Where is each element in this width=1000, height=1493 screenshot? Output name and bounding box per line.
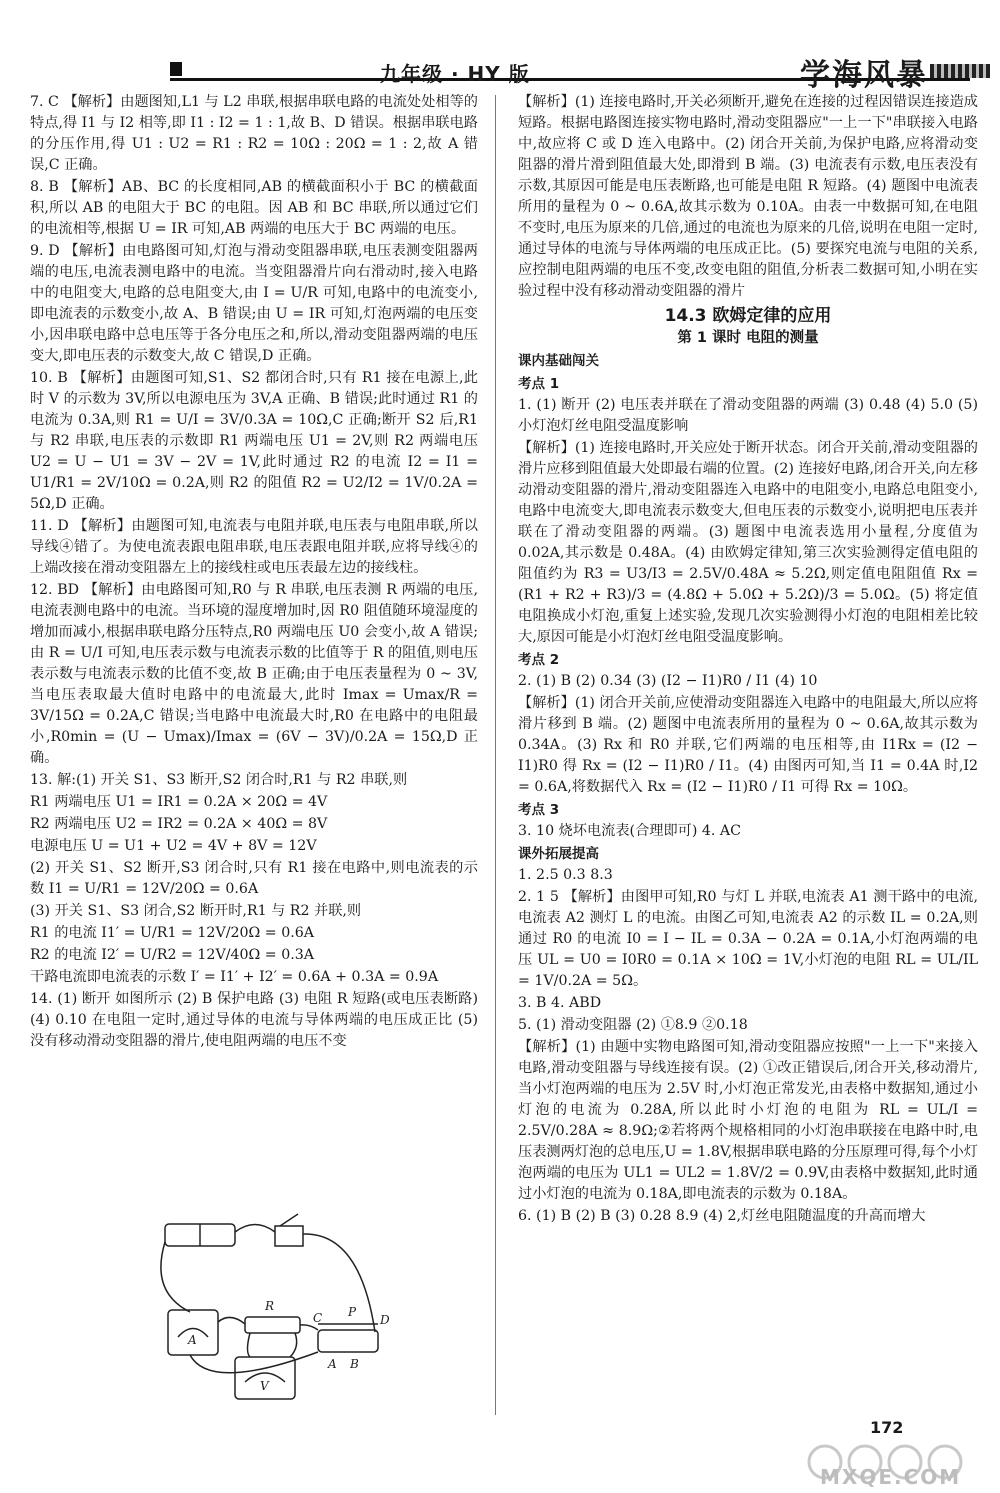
label-R: R	[265, 1299, 275, 1313]
subsection-basic: 课内基础闯关	[518, 353, 599, 369]
k1-analysis1: 【解析】(1) 连接电路时,开关应处于断开状态。闭合开关前,滑动变阻器的滑片应移到阻值最大处即最右端的位置。(2) 连接好电路,闭合开关,向左移动滑动变阻器的滑片,滑动变阻器连入电路中的电阻变小,电路总电阻变小,电路中电流变大,即电流表示数变大,但电压表的示数变小,说明把电压表并联在了滑动变阻器的两端。(3) 题图中电流表选用小量程,分度值为 0.02A,其示数是 0.48A。(4) 由欧姆定律知,第三次实验测得定值电阻的阻值约为 R3 = U3/I3 = 2.5V/0.48A ≈ 5.2Ω,则定值电阻阻值 Rx = (R1 + R2 + R3)/3 = (4.8Ω + 5.0Ω + 5.2Ω)/3 = 5.0Ω。(5) 将定值电阻换成小灯泡,重复上述实验,发现几次实验测得小灯泡的电阻相差比较大,原因可能是小灯泡灯丝电阻受温度影响。	[518, 440, 978, 645]
header-title: 九年级 · HY 版	[380, 62, 530, 86]
answer-q8: 8. B 【解析】AB、BC 的长度相同,AB 的横截面积小于 BC 的横截面积,所以 AB 的电阻大于 BC 的电阻。因 AB 和 BC 串联,所以通过它们的电流相等,根据 U = IR 可知,AB 两端的电压大于 BC 两端的电压。	[30, 179, 478, 237]
answer-q13-line6: (3) 开关 S1、S3 闭合,S2 断开时,R1 与 R2 并联,则	[30, 903, 362, 919]
lesson-title: 第 1 课时 电阻的测量	[677, 330, 819, 346]
answer-q13-line3: R2 两端电压 U2 = IR2 = 0.2A × 40Ω = 8V	[30, 816, 328, 832]
column-divider	[495, 95, 496, 1415]
kaodian-3: 考点 3	[518, 802, 560, 818]
answer-q13-line9: 干路电流即电流表的示数 I′ = I1′ + I2′ = 0.6A + 0.3A = 0.9A	[30, 969, 439, 985]
ext-analysis5: 【解析】(1) 由题中实物电路图可知,滑动变阻器应按照"一上一下"来接入电路,滑动变阻器与导线连接有误。(2) ①改正错误后,闭合开关,移动滑片,当小灯泡两端的电压为 2.5V 时,小灯泡正常发光,由表格中数据知,通过小灯泡的电流为 0.28A,所以此时小灯泡的电阻为 RL = UL/I = 2.5V/0.28A ≈ 8.9Ω;②若将两个规格相同的小灯泡串联接在电路中时,电压表测两灯泡的总电压,U = 1.8V,根据串联电路的分压原理可得,每个小灯泡两端的电压为 UL1 = UL2 = 1.8V/2 = 0.9V,由表格中数据知,此时通过小灯泡的电流为 0.18A,即电流表的示数为 0.18A。	[518, 1039, 978, 1202]
answer-q12: 12. BD 【解析】由电路图可知,R0 与 R 串联,电压表测 R 两端的电压,电流表测电路中的电流。当环境的湿度增加时,因 R0 阻值随环境湿度的增加而减小,根据串联电路分压特点,R0 两端电压 U0 会变小,故 A 错误;由 R = U/I 可知,电压表示数与电流表示数的比值等于 R 的阻值,则电压表示数与电流表示数的比值不变,故 B 正确;由于电压表量程为 0 ~ 3V,当电压表取最大值时电路中的电流最大,此时 Imax = Umax/R = 3V/15Ω = 0.2A,C 错误;当电路中电流最大时,R0 在电路中的电阻最小,R0min = (U − Umax)/Imax = (6V − 3V)/0.2A = 15Ω,D 正确。	[30, 582, 478, 766]
label-C: C	[313, 1311, 323, 1325]
right-column	[518, 92, 978, 1228]
rheostat-icon	[318, 1330, 378, 1352]
label-B-terminal: B	[350, 1357, 359, 1371]
answer-q13-line8: R2 的电流 I2′ = U/R2 = 12V/40Ω = 0.3A	[30, 947, 315, 963]
brand-logo: 学海风暴	[800, 58, 928, 93]
ext-answer2: 2. 1 5 【解析】由图甲可知,R0 与灯 L 并联,电流表 A1 测干路中的电流,电流表 A2 测灯 L 的电流。由图乙可知,电流表 A2 的示数 IL = 0.2A,则通过 R0 的电流 I0 = I − IL = 0.3A − 0.2A = 0.1A,小灯泡两端的电压 UL = U0 = I0R0 = 0.1A × 10Ω = 1V,小灯泡的电阻 RL = UL/IL = 1V/0.2A = 5Ω。	[518, 889, 978, 989]
watermark-text: MXQE.COM	[820, 1465, 962, 1489]
answer-q9: 9. D 【解析】由电路图可知,灯泡与滑动变阻器串联,电压表测变阻器两端的电压,电流表测电路中的电流。当变阻器滑片向右滑动时,接入电路中的电阻变大,电路的总电阻变大,由 I = U/R 可知,电路中的电流变小,即电流表的示数变小,故 A、B 错误;由 U = IR 可知,灯泡两端的电压变小,因串联电路中总电压等于各分电压之和,所以,滑动变阻器两端的电压变大,即电压表的示数变大,故 C 错误,D 正确。	[30, 243, 478, 364]
answer-q13-line4: 电源电压 U = U1 + U2 = 4V + 8V = 12V	[30, 838, 317, 854]
voltmeter-label: V	[260, 1379, 269, 1393]
page-number: 172	[870, 1418, 904, 1437]
ext-answer6: 6. (1) B (2) B (3) 0.28 8.9 (4) 2,灯丝电阻随温度的升高而增大	[518, 1208, 926, 1224]
ext-answer5: 5. (1) 滑动变阻器 (2) ①8.9 ②0.18	[518, 1017, 748, 1033]
label-P: P	[348, 1305, 357, 1319]
answer-q11: 11. D 【解析】由题图可知,电流表与电阻并联,电压表与电阻串联,所以导线④错了。为使电流表跟电阻串联,电压表跟电阻并联,应将导线④的上端改接在滑动变阻器左上的接线柱或电压表最左边的接线柱。	[30, 518, 478, 576]
brand-decoration	[930, 64, 990, 78]
answer-q14: 14. (1) 断开 如图所示 (2) B 保护电路 (3) 电阻 R 短路(或电压表断路) (4) 0.10 在电阻一定时,通过导体的电流与导体两端的电压成正比 (5) 没有移动滑动变阻器的滑片,使电阻两端的电压不变	[30, 991, 478, 1049]
answer-q13-line5: (2) 开关 S1、S2 断开,S3 闭合时,只有 R1 接在电路中,则电流表的示数 I1 = U/R1 = 12V/20Ω = 0.6A	[30, 860, 478, 897]
answer-q13-line1: 13. 解:(1) 开关 S1、S3 断开,S2 闭合时,R1 与 R2 串联,则	[30, 772, 408, 788]
ammeter-label: A	[188, 1333, 197, 1347]
subsection-extension: 课外拓展提高	[518, 846, 599, 862]
kaodian-1: 考点 1	[518, 376, 560, 392]
header-square-icon	[170, 62, 182, 76]
k2-question2: 2. (1) B (2) 0.34 (3) (I2 − I1)R0 / I1 (4) 10	[518, 673, 818, 689]
answer-q13-line2: R1 两端电压 U1 = IR1 = 0.2A × 20Ω = 4V	[30, 794, 328, 810]
q14-analysis: 【解析】(1) 连接电路时,开关必须断开,避免在连接的过程因错误连接造成短路。根据电路图连接实物电路时,滑动变阻器应"一上一下"串联接入电路中,故应将 C 或 D 连入电路中。(2) 闭合开关前,为保护电路,应将滑动变阻器的滑片滑到阻值最大处,即滑到 B 端。(3) 电流表有示数,电压表没有示数,其原因可能是电压表断路,也可能是电阻 R 短路。(4) 题图中电流表所用的量程为 0 ~ 0.6A,故其示数为 0.10A。由表一中数据可知,在电阻不变时,电压为原来的几倍,通过的电流也为原来的几倍,说明在电阻一定时,通过导体的电流与导体两端的电压成正比。(5) 要探究电流与电阻的关系,应控制电阻两端的电压不变,改变电阻的阻值,分析表二数据可知,小明在实验过程中没有移动滑动变阻器的滑片	[518, 94, 978, 299]
answer-q7: 7. C 【解析】由题图知,L1 与 L2 串联,根据串联电路的电流处处相等的特点,得 I1 与 I2 相等,即 I1 : I2 = 1 : 1,故 B、D 错误。根据串联电路的分压作用,得 U1 : U2 = R1 : R2 = 10Ω : 20Ω = 1 : 2,故 A 错误,C 正确。	[30, 94, 478, 173]
answer-q13-line7: R1 的电流 I1′ = U/R1 = 12V/20Ω = 0.6A	[30, 925, 315, 941]
label-D: D	[380, 1313, 390, 1327]
k3-question3: 3. 10 烧坏电流表(合理即可) 4. AC	[518, 823, 742, 839]
ext-answer1: 1. 2.5 0.3 8.3	[518, 867, 613, 883]
answer-q10: 10. B 【解析】由题图可知,S1、S2 都闭合时,只有 R1 接在电源上,此时 V 的示数为 3V,所以电源电压为 3V,A 正确、B 错误;此时通过 R1 的电流为 0.3A,则 R1 = U/I = 3V/0.3A = 10Ω,C 正确;断开 S2 后,R1 与 R2 串联,电压表的示数即 R1 两端电压 U1 = 2V,则 R2 两端电压 U2 = U − U1 = 3V − 2V = 1V,此时通过 R2 的电流 I2 = I1 = U1/R1 = 2V/10Ω = 0.2A,则 R2 的阻值 R2 = U2/I2 = 1V/0.2A = 5Ω,D 正确。	[30, 370, 478, 512]
section-title: 14.3 欧姆定律的应用	[664, 306, 832, 326]
k1-question1: 1. (1) 断开 (2) 电压表并联在了滑动变阻器的两端 (3) 0.48 (4) 5.0 (5) 小灯泡灯丝电阻受温度影响	[518, 397, 978, 434]
ext-answer3: 3. B 4. ABD	[518, 995, 602, 1011]
left-column	[30, 92, 478, 1053]
k2-analysis2: 【解析】(1) 闭合开关前,应使滑动变阻器连入电路中的电阻最大,所以应将滑片移到 B 端。(2) 题图中电流表所用的量程为 0 ~ 0.6A,故其示数为 0.34A。(3) Rx 和 R0 并联,它们两端的电压相等,由 I1Rx = (I2 − I1)R0 得 Rx = (I2 − I1)R0 / I1。(4) 由图丙可知,当 I1 = 0.4A 时,I2 = 0.6A,将数据代入 Rx = (I2 − I1)R0 / I1 可得 Rx = 10Ω。	[518, 695, 978, 795]
resistor-icon	[245, 1317, 300, 1333]
circuit-diagram	[150, 1212, 410, 1402]
switch-icon	[275, 1226, 303, 1246]
label-A-terminal: A	[328, 1357, 337, 1371]
kaodian-2: 考点 2	[518, 652, 560, 668]
page-header	[0, 0, 1000, 92]
